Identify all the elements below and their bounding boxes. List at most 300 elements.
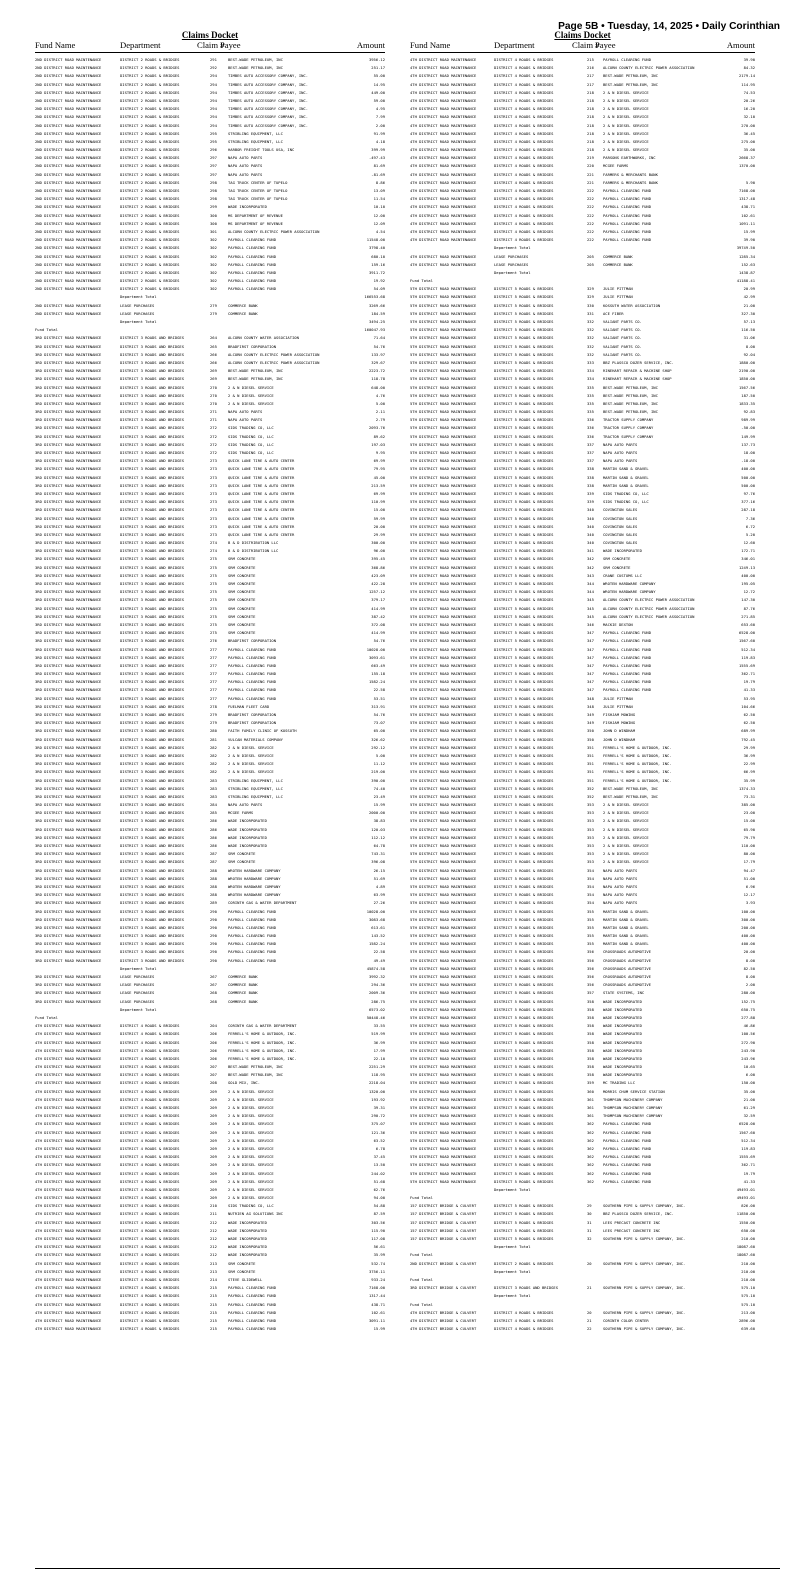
fund-name-cell: 4TH DISTRICT ROAD MAINTENANCE [410,73,477,79]
table-row [410,1251,755,1259]
fund-name-cell: 5TH DISTRICT ROAD MAINTENANCE [410,892,477,898]
table-row [410,1137,755,1145]
claim-number-cell: 358 [587,1006,594,1012]
amount-cell: 66.99 [743,769,755,775]
claim-number-cell: 343 [587,572,594,578]
fund-name-cell: 2ND DISTRICT ROAD MAINTENANCE [35,163,102,169]
claim-number-cell: 209 [210,1170,217,1176]
amount-cell: 41.33 [743,1178,755,1184]
department-cell: Department Total [120,965,157,971]
claim-number-cell: 272 [210,433,217,439]
fund-name-cell: 5TH DISTRICT ROAD MAINTENANCE [410,933,477,939]
table-row [35,1317,385,1325]
claim-number-cell: 277 [210,662,217,668]
payee-cell: 2 & N DIESEL SERVICE [228,1096,274,1102]
claim-number-cell: 270 [210,392,217,398]
payee-cell: BEST-WADE PETROLEUM, INC [603,81,658,87]
amount-cell: 112.12 [371,834,385,840]
department-cell: Department Total [494,245,531,251]
fund-name-cell: 5TH DISTRICT ROAD MAINTENANCE [410,703,477,709]
table-row [35,744,385,752]
amount-cell: 114.95 [741,81,755,87]
payee-cell: BEST-WADE PETROLEUM, INC [603,384,658,390]
department-cell: DISTRICT 4 ROADS & BRIDGES [120,1129,180,1135]
fund-name-cell: 3RD DISTRICT ROAD MAINTENANCE [35,892,102,898]
department-cell: DISTRICT 3 ROADS AND BRIDGES [120,818,185,824]
department-cell: DISTRICT 5 ROADS & BRIDGES [494,646,554,652]
claim-number-cell: 275 [210,564,217,570]
claim-number-cell: 290 [210,924,217,930]
payee-cell: TIMBES AUTO ACCESSORY COMPANY, INC. [228,73,309,79]
amount-cell: 286.75 [371,998,385,1004]
fund-name-cell: 4TH DISTRICT ROAD MAINTENANCE [410,171,477,177]
header-department: Department [494,40,535,50]
table-row [35,973,385,981]
department-cell: DISTRICT 4 ROADS & BRIDGES [120,1326,180,1332]
payee-cell: PAYROLL CLEARING FUND [603,662,652,668]
department-cell: DISTRICT 5 ROADS & BRIDGES [494,540,554,546]
payee-cell: RINEHART REPAIR & MACHINE SHOP [603,368,672,374]
department-cell: DISTRICT 5 ROADS & BRIDGES [494,572,554,578]
payee-cell: NAPA AUTO PARTS [603,883,638,889]
department-cell: DISTRICT 4 ROADS & BRIDGES [120,1203,180,1209]
amount-cell: 94.00 [373,1195,385,1201]
payee-cell: 2 & N DIESEL SERVICE [603,122,649,128]
table-row [410,555,755,563]
claim-number-cell: 277 [210,687,217,693]
department-cell: DISTRICT 3 ROADS AND BRIDGES [120,556,185,562]
amount-cell: 32.59 [743,1113,755,1119]
payee-cell: PAYROLL CLEARING FUND [228,933,277,939]
fund-name-cell: 4TH DISTRICT ROAD MAINTENANCE [410,220,477,226]
claim-number-cell: 274 [210,540,217,546]
department-cell: DISTRICT 3 ROADS AND BRIDGES [120,351,185,357]
department-cell: DISTRICT 3 ROADS AND BRIDGES [120,793,185,799]
department-cell: DISTRICT 5 ROADS & BRIDGES [494,482,554,488]
fund-name-cell: 2ND DISTRICT ROAD MAINTENANCE [35,155,102,161]
department-cell: DISTRICT 5 ROADS & BRIDGES [494,965,554,971]
department-cell: DISTRICT 5 ROADS & BRIDGES [494,490,554,496]
fund-name-cell: 4TH DISTRICT ROAD MAINTENANCE [35,1236,102,1241]
department-cell: DISTRICT 3 ROADS AND BRIDGES [120,499,185,505]
amount-cell: 54.76 [373,638,385,644]
amount-cell: 12.17 [743,892,755,898]
department-cell: DISTRICT 3 ROADS AND BRIDGES [120,409,185,415]
claim-number-cell: 351 [587,744,594,750]
claim-number-cell: 335 [587,392,594,398]
fund-name-cell: 5TH DISTRICT ROAD MAINTENANCE [410,376,477,382]
fund-name-cell: 2ND DISTRICT ROAD MAINTENANCE [35,171,102,177]
amount-cell: 36.99 [743,752,755,758]
table-row [35,703,385,711]
fund-name-cell: 3RD DISTRICT ROAD MAINTENANCE [35,990,102,996]
department-cell: DISTRICT 5 ROADS & BRIDGES [494,613,554,619]
amount-cell: 15.99 [373,802,385,808]
department-cell: DISTRICT 4 ROADS & BRIDGES [120,1088,180,1094]
payee-cell: TAG TRUCK CENTER OF TUPELO [228,188,288,193]
amount-cell: 400.00 [741,941,755,947]
table-row [35,1153,385,1161]
table-row [35,277,385,285]
department-cell: DISTRICT 3 ROADS AND BRIDGES [120,957,185,963]
amount-cell: 792.45 [741,736,755,742]
department-cell: DISTRICT 2 ROADS & BRIDGES [120,89,180,95]
fund-name-cell: 5TH DISTRICT ROAD MAINTENANCE [410,523,477,529]
claim-number-cell: 353 [587,818,594,824]
payee-cell: WROTEN HARDWARE COMPANY [228,875,281,881]
table-row [410,605,755,613]
department-cell: DISTRICT 3 ROADS AND BRIDGES [120,400,185,406]
payee-cell: SOUTHERN PIPE & SUPPLY COMPANY, INC. [603,1260,686,1266]
amount-cell: 1567.56 [738,384,755,390]
payee-cell: SRM CONCRETE [228,581,256,586]
amount-cell: 15.00 [373,507,385,513]
department-cell: DISTRICT 2 ROADS & BRIDGES [120,188,180,193]
table-row [35,1022,385,1030]
claim-number-cell: 302 [210,237,217,243]
fund-name-cell: 3RD DISTRICT ROAD MAINTENANCE [35,589,102,595]
claim-number-cell: 301 [210,228,217,234]
claim-number-cell: 297 [210,155,217,161]
claim-number-cell: 20 [587,1260,592,1266]
claim-number-cell: 275 [210,621,217,627]
fund-name-cell: 3RD DISTRICT ROAD MAINTENANCE [35,597,102,603]
claim-number-cell: 302 [210,286,217,292]
payee-cell: NAPA AUTO PARTS [603,875,638,881]
department-cell: DISTRICT 4 ROADS & BRIDGES [120,1309,180,1315]
department-cell: DISTRICT 5 ROADS & BRIDGES [494,974,554,979]
table-row [35,1096,385,1104]
department-cell: DISTRICT 3 ROADS AND BRIDGES [120,581,185,586]
claim-number-cell: 333 [587,359,594,365]
fund-name-cell: 5TH DISTRICT ROAD MAINTENANCE [410,638,477,644]
payee-cell: COVINGTON SALES [603,531,638,537]
amount-cell: 147.30 [741,597,755,603]
amount-cell: 8.00 [745,343,755,349]
table-row [35,1227,385,1235]
table-row [35,1071,385,1079]
claim-number-cell: 362 [587,1137,594,1143]
table-row [410,662,755,670]
department-cell: DISTRICT 2 ROADS & BRIDGES [120,130,180,136]
amount-cell: 20.00 [373,523,385,529]
department-cell: DISTRICT 5 ROADS & BRIDGES [494,1105,554,1110]
table-row [35,343,385,351]
department-cell: DISTRICT 4 ROADS & BRIDGES [494,89,554,95]
payee-cell: 2 & N DIESEL SERVICE [228,1121,274,1127]
table-row [35,719,385,727]
payee-cell: WADE INCORPORATED [603,1055,642,1061]
fund-name-cell: 3RD DISTRICT ROAD MAINTENANCE [35,728,102,734]
table-row [35,1194,385,1202]
table-row [410,768,755,776]
claim-number-cell: 362 [587,1178,594,1184]
payee-cell: PAYROLL CLEARING FUND [603,57,652,62]
amount-cell: 400.00 [741,572,755,578]
fund-name-cell: 5TH DISTRICT ROAD MAINTENANCE [410,793,477,799]
payee-cell: 2 & N DIESEL SERVICE [228,752,274,758]
table-row [35,826,385,834]
fund-name-cell: 4TH DISTRICT ROAD MAINTENANCE [35,1326,102,1332]
fund-name-cell: 4TH DISTRICT ROAD MAINTENANCE [35,1285,102,1291]
amount-cell: 97.76 [743,490,755,496]
amount-cell: 12.72 [743,589,755,595]
table-row [35,212,385,220]
claim-number-cell: 338 [587,474,594,480]
amount-cell: 6573.02 [368,1006,385,1012]
department-cell: DISTRICT 4 ROADS & BRIDGES [120,1186,180,1192]
payee-cell: TAG TRUCK CENTER OF TUPELO [228,179,288,185]
department-cell: DISTRICT 2 ROADS & BRIDGES [120,212,180,218]
department-cell: DISTRICT 5 ROADS & BRIDGES [494,728,554,734]
amount-cell: 3083.68 [368,916,385,922]
fund-name-cell: 3RD DISTRICT ROAD MAINTENANCE [35,662,102,668]
claim-number-cell: 267 [210,982,217,988]
amount-cell: 62.76 [373,1186,385,1192]
amount-cell: 1257.12 [368,589,385,595]
claim-number-cell: 294 [210,114,217,120]
department-cell: DISTRICT 3 ROADS AND BRIDGES [120,531,185,537]
payee-cell: VALIANT PARTS CO. [603,351,642,357]
payee-cell: RINEHART REPAIR & MACHINE SHOP [603,376,672,382]
table-row [35,515,385,523]
payee-cell: BEST-WADE PETROLEUM, INC [228,376,283,382]
department-cell: DISTRICT 5 ROADS & BRIDGES [494,1096,554,1102]
payee-cell: COVINGTON SALES [603,523,638,529]
fund-name-cell: 5TH DISTRICT ROAD MAINTENANCE [410,343,477,349]
table-row [410,310,755,318]
table-row [35,1210,385,1218]
department-cell: DISTRICT 3 ROADS AND BRIDGES [120,810,185,816]
department-cell: DISTRICT 3 ROADS AND BRIDGES [120,712,185,717]
table-row [35,179,385,187]
amount-cell: 8.00 [745,974,755,979]
fund-name-cell: 3RD DISTRICT ROAD MAINTENANCE [35,646,102,652]
fund-name-cell: 3RD DISTRICT ROAD MAINTENANCE [35,417,102,423]
amount-cell: 1850.00 [738,376,755,382]
table-row [410,834,755,842]
fund-name-cell: 5TH DISTRICT ROAD MAINTENANCE [410,310,477,316]
amount-cell: 689.99 [741,728,755,734]
department-cell: DISTRICT 5 ROADS & BRIDGES [494,417,554,423]
payee-cell: FERRELL'S HOME & OUTDOOR, INC. [603,761,672,767]
claim-number-cell: 362 [587,1145,594,1151]
department-cell: DISTRICT 5 ROADS & BRIDGES [494,409,554,415]
department-cell: DISTRICT 3 ROADS AND BRIDGES [120,507,185,513]
payee-cell: WADE INCORPORATED [603,548,642,554]
table-row [35,228,385,236]
department-cell: DISTRICT 3 ROADS AND BRIDGES [120,359,185,365]
department-cell: DISTRICT 5 ROADS & BRIDGES [494,703,554,709]
claim-number-cell: 354 [587,892,594,898]
table-row [35,424,385,432]
amount-cell: 2668.37 [738,155,755,161]
department-cell: DISTRICT 4 ROADS & BRIDGES [120,1285,180,1291]
claim-number-cell: 336 [587,425,594,431]
payee-cell: COVINGTON SALES [603,540,638,546]
amount-cell: 9.95 [375,450,385,455]
table-row [410,695,755,703]
table-row [35,1170,385,1178]
claim-number-cell: 215 [587,57,594,62]
amount-cell: 6.78 [375,1145,385,1151]
department-cell: DISTRICT 3 ROADS AND BRIDGES [120,785,185,791]
payee-cell: ALCORN COUNTY ELECTRIC POWER ASSOCIATION [228,228,320,234]
department-cell: DISTRICT 5 ROADS & BRIDGES [494,1055,554,1061]
amount-cell: 399.99 [371,147,385,153]
department-cell: DISTRICT 4 ROADS & BRIDGES [494,106,554,112]
claim-number-cell: 277 [210,671,217,677]
fund-name-cell: 3RD DISTRICT ROAD MAINTENANCE [35,351,102,357]
claim-number-cell: 270 [210,384,217,390]
claim-number-cell: 290 [210,933,217,939]
claim-number-cell: 215 [210,1293,217,1299]
column-headers [35,40,385,53]
table-row [35,834,385,842]
fund-name-cell: 2ND DISTRICT ROAD MAINTENANCE [35,73,102,79]
department-cell: DISTRICT 3 ROADS AND BRIDGES [120,761,185,767]
claim-number-cell: 359 [587,1080,594,1086]
department-cell: DISTRICT 5 ROADS & BRIDGES [494,1137,554,1143]
amount-cell: 54.76 [373,712,385,717]
payee-cell: WROTEN HARDWARE COMPANY [603,581,656,586]
table-row [410,989,755,997]
department-cell: DISTRICT 5 ROADS & BRIDGES [494,392,554,398]
amount-cell: 414.99 [371,630,385,636]
amount-cell: 4.95 [375,106,385,112]
claim-number-cell: 335 [587,409,594,415]
amount-cell: 385.00 [741,802,755,808]
claim-number-cell: 273 [210,499,217,505]
fund-name-cell: 4TH DISTRICT ROAD MAINTENANCE [410,114,477,120]
amount-cell: 74.53 [743,89,755,95]
department-cell: DISTRICT 3 ROADS AND BRIDGES [120,564,185,570]
department-cell: DISTRICT 4 ROADS & BRIDGES [494,220,554,226]
fund-name-cell: 3RD DISTRICT ROAD MAINTENANCE [35,998,102,1004]
department-cell: DISTRICT 4 ROADS & BRIDGES [120,1219,180,1225]
claim-number-cell: 268 [210,998,217,1004]
table-row [410,523,755,531]
fund-name-cell: 2ND DISTRICT ROAD MAINTENANCE [35,179,102,185]
payee-cell: CRANE CUSTOMS LLC [603,572,642,578]
department-cell: DISTRICT 4 ROADS & BRIDGES [120,1252,180,1258]
amount-cell: 73.07 [373,720,385,726]
fund-name-cell: 157 DISTRICT BRIDGE & CULVERT [410,1203,477,1209]
fund-name-cell: 5TH DISTRICT ROAD MAINTENANCE [410,286,477,292]
payee-cell: PARSONS EARTHWORKS, INC [603,155,656,161]
department-cell: DISTRICT 5 ROADS & BRIDGES [494,662,554,668]
table-row [410,760,755,768]
claim-number-cell: 294 [210,97,217,103]
claim-number-cell: 355 [587,916,594,922]
table-row [410,777,755,785]
amount-cell: 13.09 [373,188,385,193]
amount-cell: 71.64 [373,335,385,341]
department-cell: DISTRICT 3 ROADS AND BRIDGES [120,695,185,701]
fund-name-cell: 2ND DISTRICT ROAD MAINTENANCE [35,228,102,234]
payee-cell: MARTIN SAND & GRAVEL [603,941,649,947]
table-row [410,711,755,719]
claim-number-cell: 279 [210,712,217,717]
table-row [35,948,385,956]
amount-cell: 22.10 [373,1055,385,1061]
claim-number-cell: 268 [210,990,217,996]
amount-cell: 277.88 [741,1014,755,1020]
fund-name-cell: 3RD DISTRICT ROAD MAINTENANCE [35,908,102,914]
department-cell: DISTRICT 4 ROADS & BRIDGES [494,212,554,218]
claim-number-cell: 300 [210,212,217,218]
payee-cell: NAPA AUTO PARTS [603,458,638,464]
fund-name-cell: 5TH DISTRICT ROAD MAINTENANCE [410,548,477,554]
table-row [410,826,755,834]
claim-number-cell: 272 [210,450,217,455]
department-cell: DISTRICT 3 ROADS AND BRIDGES [120,392,185,398]
table-row [410,1055,755,1063]
amount-cell: 20.99 [743,286,755,292]
department-cell: DISTRICT 5 ROADS & BRIDGES [494,1064,554,1070]
department-cell: DISTRICT 3 ROADS AND BRIDGES [120,933,185,939]
payee-cell: SRM CONCRETE [228,630,256,636]
department-cell: DISTRICT 3 ROADS AND BRIDGES [120,540,185,546]
payee-cell: 2 & N DIESEL SERVICE [603,106,649,112]
amount-cell: -497.43 [368,155,385,161]
payee-cell: NAPA AUTO PARTS [603,441,638,447]
claim-number-cell: 358 [587,998,594,1004]
fund-name-cell: 3RD DISTRICT ROAD MAINTENANCE [35,720,102,726]
department-cell: DISTRICT 5 ROADS & BRIDGES [494,531,554,537]
amount-cell: 1833.35 [738,400,755,406]
table-row [410,433,755,441]
claim-number-cell: 298 [210,196,217,202]
fund-name-cell: 2ND DISTRICT ROAD MAINTENANCE [35,57,102,62]
department-cell: DISTRICT 5 ROADS & BRIDGES [494,1236,554,1241]
amount-cell: 3911.72 [368,269,385,275]
department-cell: DISTRICT 3 ROADS AND BRIDGES [120,384,185,390]
amount-cell: 10.65 [743,1064,755,1070]
payee-cell: NAPA AUTO PARTS [603,450,638,455]
department-cell: DISTRICT 2 ROADS & BRIDGES [120,81,180,87]
table-row [35,367,385,375]
fund-name-cell: 3RD DISTRICT ROAD MAINTENANCE [35,851,102,857]
amount-cell: 21.00 [743,302,755,308]
payee-cell: PAYROLL CLEARING FUND [228,1293,277,1299]
payee-cell: FERRELL'S HOME & OUTDOOR, INC. [603,769,672,775]
department-cell: DISTRICT 5 ROADS & BRIDGES [494,1047,554,1053]
amount-cell: 2.00 [745,982,755,988]
payee-cell: BRADFIRST CORPORATION [228,712,277,717]
payee-cell: WADE INCORPORATED [228,1227,267,1233]
department-cell: DISTRICT 3 ROADS AND BRIDGES [120,474,185,480]
department-cell: DISTRICT 5 ROADS & BRIDGES [494,671,554,677]
payee-cell: STRIBLING EQUIPMENT, LLC [228,793,283,799]
department-cell: DISTRICT 5 ROADS & BRIDGES [494,777,554,783]
amount-cell: 118.78 [371,376,385,382]
amount-cell: 89.62 [373,433,385,439]
amount-cell: 62.50 [743,720,755,726]
department-cell: DISTRICT 5 ROADS & BRIDGES [494,597,554,603]
table-row [410,269,755,277]
payee-cell: WADE INCORPORATED [603,1047,642,1053]
department-cell: DISTRICT 5 ROADS & BRIDGES [494,327,554,333]
department-cell: DISTRICT 4 ROADS & BRIDGES [120,1317,180,1323]
fund-name-cell: 3RD DISTRICT ROAD MAINTENANCE [35,548,102,554]
fund-name-cell: 5TH DISTRICT ROAD MAINTENANCE [410,998,477,1004]
claim-number-cell: 270 [210,400,217,406]
amount-cell: 50448.46 [366,1014,385,1020]
department-cell: DISTRICT 5 ROADS & BRIDGES [494,1211,554,1217]
fund-name-cell: 3RD DISTRICT ROAD MAINTENANCE [35,630,102,636]
payee-cell: PAYROLL CLEARING FUND [228,237,277,243]
